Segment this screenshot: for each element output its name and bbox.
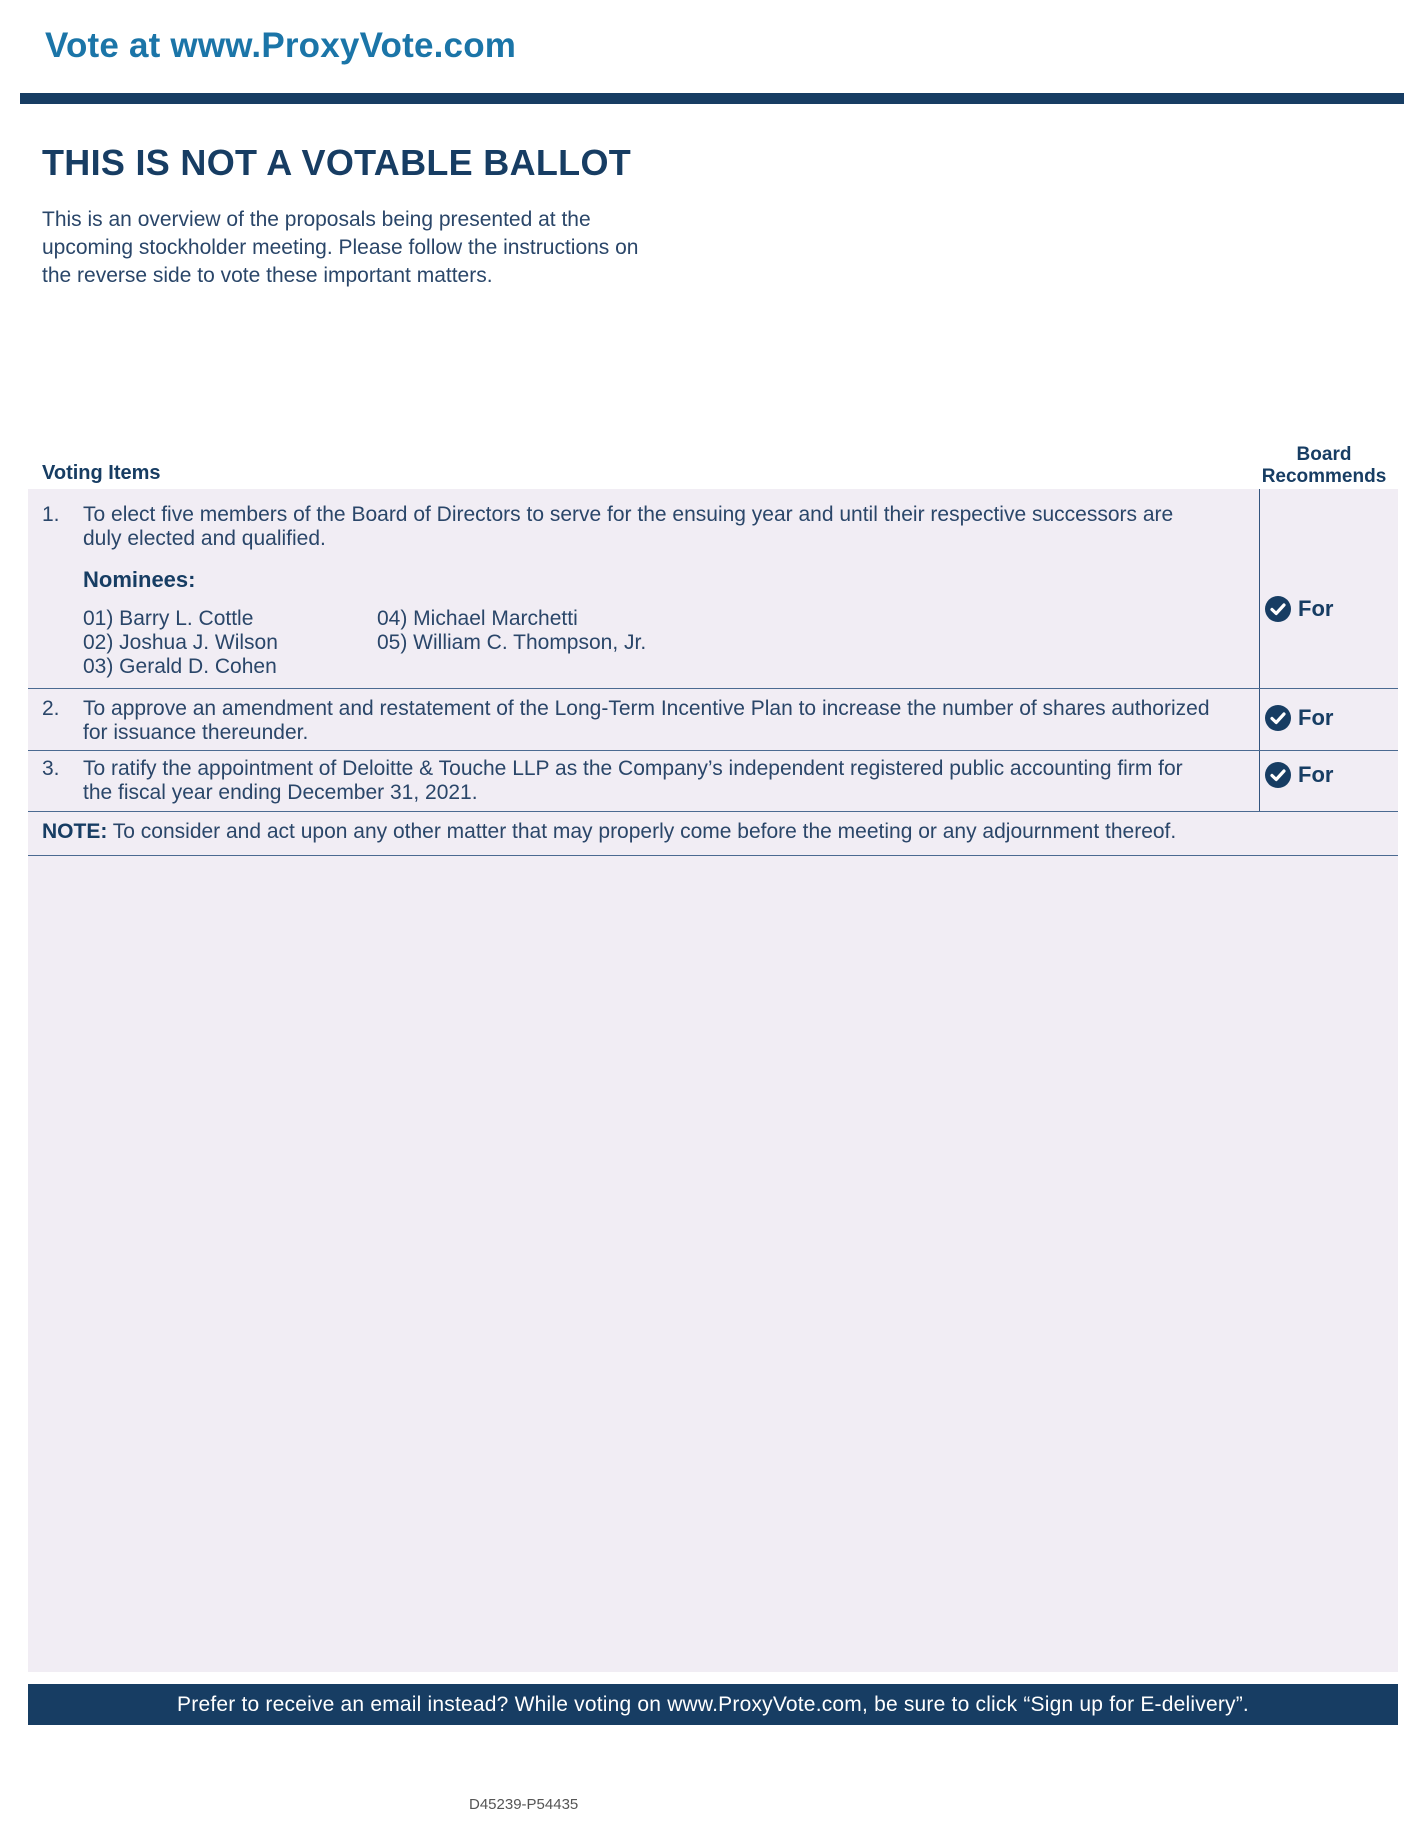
page-title: THIS IS NOT A VOTABLE BALLOT xyxy=(42,142,632,183)
recommendation-label: For xyxy=(1298,762,1334,787)
item-description xyxy=(83,757,1253,805)
document-code: D45239-P54435 xyxy=(469,1796,579,1813)
item-line: duly elected and qualified. xyxy=(83,527,326,550)
note-text: To consider and act upon any other matter that may properly come before the meeting or any adjournment thereof. xyxy=(107,820,1177,843)
intro-line: the reverse side to vote these important matters. xyxy=(42,264,493,287)
nominee: 04) Michael Marchetti xyxy=(377,607,578,630)
board-header-line: Recommends xyxy=(1261,466,1387,487)
note-label: NOTE: xyxy=(42,820,108,843)
item-number: 3. xyxy=(42,757,60,780)
item-line: To approve an amendment and restatement of the Long-Term Incentive Plan to increase the number of shares authorized xyxy=(83,697,1210,720)
item-line: the fiscal year ending December 31, 2021. xyxy=(83,781,478,804)
nominee: 02) Joshua J. Wilson xyxy=(83,631,278,654)
board-recommends-header xyxy=(1258,444,1390,488)
nominee: 01) Barry L. Cottle xyxy=(83,607,254,630)
recommendation-item-2 xyxy=(1264,704,1333,732)
item-line: for issuance thereunder. xyxy=(83,721,309,744)
intro-text xyxy=(42,206,722,290)
nominee: 03) Gerald D. Cohen xyxy=(83,655,277,678)
item-number: 2. xyxy=(42,697,60,720)
row-divider xyxy=(28,750,1398,751)
header-divider xyxy=(20,93,1404,104)
footer-banner: Prefer to receive an email instead? While voting on www.ProxyVote.com, be sure to click “Sign up for E-delivery”. xyxy=(28,1684,1398,1725)
row-divider xyxy=(28,855,1398,856)
nominees-label: Nominees: xyxy=(83,567,196,592)
row-divider xyxy=(28,688,1398,689)
item-description xyxy=(83,697,1253,745)
item-number: 1. xyxy=(42,503,60,526)
row-divider xyxy=(28,811,1398,812)
recommendation-label: For xyxy=(1298,705,1334,730)
recommendation-item-3 xyxy=(1264,761,1333,789)
intro-line: upcoming stockholder meeting. Please follow the instructions on xyxy=(42,236,639,259)
header-title: Vote at www.ProxyVote.com xyxy=(45,26,517,65)
nominee: 05) William C. Thompson, Jr. xyxy=(377,631,647,654)
item-description xyxy=(83,503,1253,551)
board-header-line: Board xyxy=(1296,444,1352,465)
item-line: To elect five members of the Board of Directors to serve for the ensuing year and until their respective successors are xyxy=(83,503,1174,526)
recommendation-label: For xyxy=(1298,596,1334,621)
recommendation-item-1 xyxy=(1264,595,1333,623)
intro-line: This is an overview of the proposals being presented at the xyxy=(42,208,591,231)
check-circle-icon xyxy=(1264,704,1292,732)
note xyxy=(42,820,1176,844)
check-circle-icon xyxy=(1264,761,1292,789)
column-divider xyxy=(1259,489,1260,812)
voting-items-header: Voting Items xyxy=(42,462,161,484)
item-line: To ratify the appointment of Deloitte & Touche LLP as the Company’s independent registered public accounting firm for xyxy=(83,757,1183,780)
check-circle-icon xyxy=(1264,595,1292,623)
